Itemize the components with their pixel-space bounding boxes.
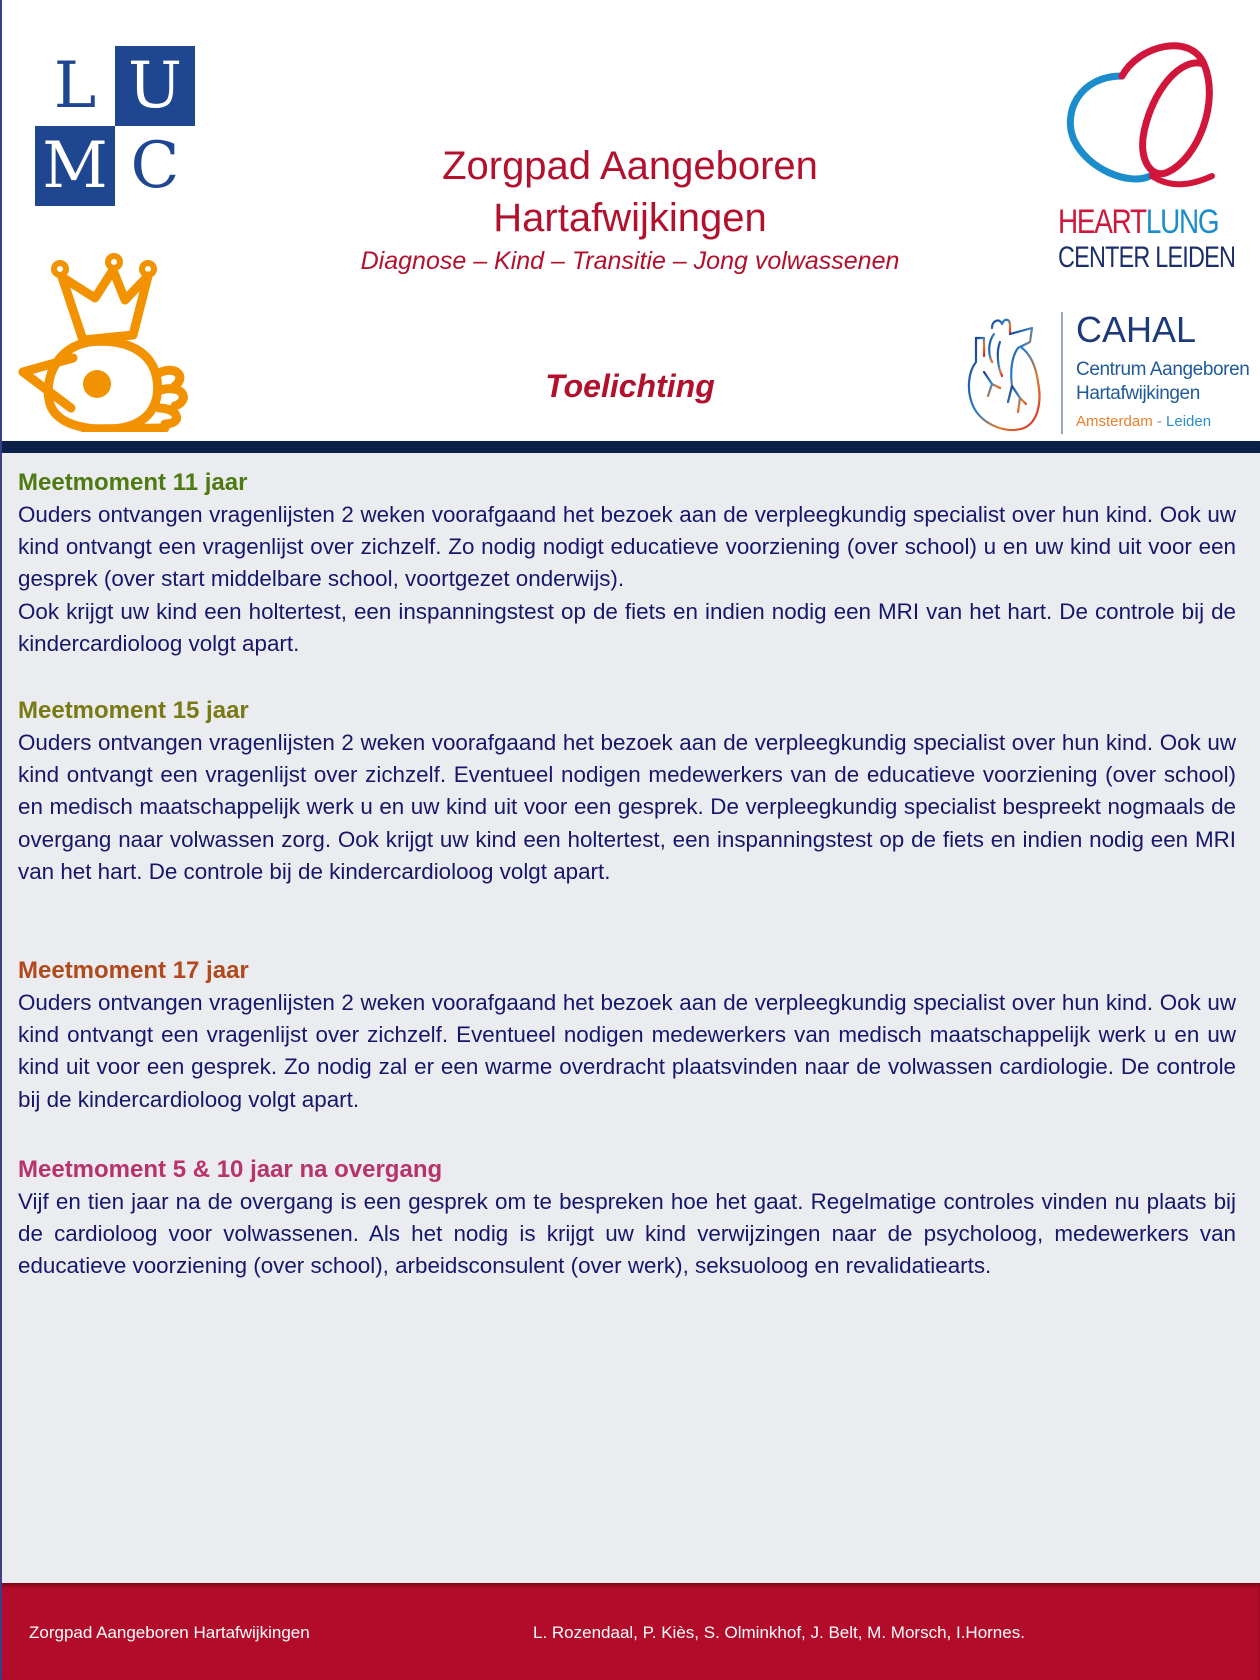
- title-block: [330, 140, 930, 278]
- cahal-divider: [1061, 312, 1063, 434]
- anatomical-heart-icon: [964, 312, 1044, 434]
- header: [0, 0, 1260, 441]
- lumc-letter-m: M: [35, 126, 115, 206]
- cahal-city-amsterdam: Amsterdam: [1076, 413, 1153, 430]
- section-paragraph: Vijf en tien jaar na de overgang is een gesprek om te bespreken hoe het gaat. Regelmatige controles vinden nu plaats bij de cardioloog voor volwassenen. Als het nodig is krijgt uw kind verwijzingen naar de psycholoog, medewerkers van educatieve voorziening (over school), arbeidsconsulent (over werk), seksuoloog en revalidatiearts.: [18, 1189, 1236, 1279]
- crowned-bird-logo: [15, 252, 197, 432]
- lumc-letter-u: U: [115, 46, 195, 126]
- cahal-city-leiden: Leiden: [1166, 413, 1212, 430]
- heartlung-wordmark: [1058, 204, 1218, 240]
- cahal-city-separator: -: [1156, 413, 1162, 430]
- section-paragraph: Ouders ontvangen vragenlijsten 2 weken voorafgaand het bezoek aan de verpleegkundig specialist over hun kind. Ook uw kind ontvangt een vragenlijst over zichzelf. Eventueel nodigen medewerkers van de educatieve voorziening (over school) en medisch maatschappelijk werk u en uw kind uit voor een gesprek. De verpleegkundig specialist bespreekt nogmaals de overgang naar volwassen zorg. Ook krijgt uw kind een holtertest, een inspanningstest op de fiets en indien nodig een MRI van het hart. De controle bij de kindercardioloog volgt apart.: [18, 730, 1236, 884]
- page-title-line-1: Zorgpad Aangeboren: [442, 144, 818, 188]
- section-meetmoment-11: [18, 467, 1236, 660]
- section-title: Toelichting: [545, 368, 715, 404]
- section-paragraph: Ouders ontvangen vragenlijsten 2 weken voorafgaand het bezoek aan de verpleegkundig specialist over hun kind. Ook uw kind ontvangt een vragenlijst over zichzelf. Zo nodig nodigt educatieve voorziening (over school) u en uw kind uit voor een gesprek (over start middelbare school, voortgezet onderwijs).: [18, 502, 1236, 592]
- cahal-subtitle-line-1: Centrum Aangeboren: [1076, 359, 1250, 380]
- lumc-letter-c: C: [115, 126, 195, 206]
- page-subtitle: Diagnose – Kind – Transitie – Jong volwassenen: [360, 247, 900, 275]
- heartlung-word-heart: HEART: [1058, 203, 1146, 241]
- heartlung-center-leiden: CENTER LEIDEN: [1058, 241, 1236, 274]
- page-title-line-2: Hartafwijkingen: [493, 196, 767, 240]
- section-heading: Meetmoment 11 jaar: [18, 469, 248, 496]
- footer-authors: L. Rozendaal, P. Kiès, S. Olminkhof, J. Belt, M. Morsch, I.Hornes.: [533, 1623, 1025, 1642]
- section-heading: Meetmoment 17 jaar: [18, 957, 249, 984]
- cahal-title: CAHAL: [1076, 309, 1197, 350]
- section-heading: Meetmoment 5 & 10 jaar na overgang: [18, 1156, 443, 1183]
- lumc-logo: [35, 46, 195, 206]
- section-meetmoment-15: [18, 695, 1236, 888]
- heartlung-word-lung: LUNG: [1145, 203, 1219, 241]
- section-meetmoment-17: [18, 955, 1236, 1116]
- section-paragraph: Ook krijgt uw kind een holtertest, een inspanningstest op de fiets en indien nodig een MRI van het hart. De controle bij de kindercardioloog volgt apart.: [18, 598, 1236, 656]
- cahal-subtitle-line-2: Hartafwijkingen: [1076, 383, 1200, 404]
- left-border: [0, 0, 2, 1680]
- header-divider-band: [0, 441, 1260, 453]
- footer-title: Zorgpad Aangeboren Hartafwijkingen: [29, 1623, 310, 1642]
- section-heading: Meetmoment 15 jaar: [18, 697, 249, 724]
- cahal-subtitle: [1076, 358, 1249, 406]
- section-paragraph: Ouders ontvangen vragenlijsten 2 weken voorafgaand het bezoek aan de verpleegkundig specialist over hun kind. Ook uw kind ontvangt een vragenlijst over zichzelf. Eventueel nodigen medewerkers van medisch maatschappelijk werk u en uw kind uit voor een gesprek. Zo nodig zal er een warme overdracht plaatsvinden naar de volwassen cardiologie. De controle bij de kindercardioloog volgt apart.: [18, 990, 1236, 1112]
- cahal-cities: [1076, 412, 1211, 432]
- lumc-letter-l: L: [35, 46, 115, 126]
- section-meetmoment-5-10-na-overgang: [18, 1154, 1236, 1283]
- footer: [0, 1583, 1260, 1680]
- content-area: [0, 453, 1260, 1583]
